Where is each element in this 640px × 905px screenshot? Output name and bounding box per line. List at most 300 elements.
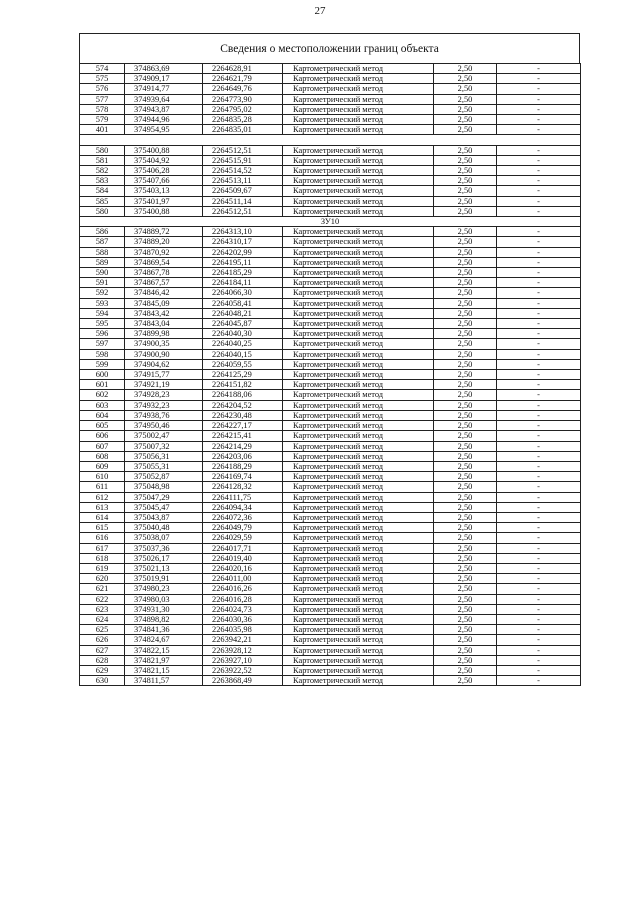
description-cell: - bbox=[497, 533, 581, 543]
coord-y-cell: 2264058,41 bbox=[203, 298, 283, 308]
table-row bbox=[80, 74, 581, 84]
description-cell: - bbox=[497, 482, 581, 492]
method-cell: Картометрический метод bbox=[283, 472, 434, 482]
point-number-cell: 594 bbox=[80, 308, 125, 318]
coord-y-cell: 2263868,49 bbox=[203, 676, 283, 686]
description-cell: - bbox=[497, 380, 581, 390]
method-cell: Картометрический метод bbox=[283, 502, 434, 512]
point-number-cell: 596 bbox=[80, 329, 125, 339]
point-number-cell: 626 bbox=[80, 635, 125, 645]
description-cell: - bbox=[497, 115, 581, 125]
accuracy-cell: 2,50 bbox=[434, 166, 497, 176]
description-cell: - bbox=[497, 176, 581, 186]
method-cell: Картометрический метод bbox=[283, 635, 434, 645]
coord-y-cell: 2264835,01 bbox=[203, 125, 283, 135]
method-cell: Картометрический метод bbox=[283, 104, 434, 114]
accuracy-cell: 2,50 bbox=[434, 410, 497, 420]
table-row bbox=[80, 339, 581, 349]
coord-y-cell: 2264512,51 bbox=[203, 145, 283, 155]
coord-y-cell: 2264072,36 bbox=[203, 512, 283, 522]
point-number-cell: 579 bbox=[80, 115, 125, 125]
description-cell: - bbox=[497, 645, 581, 655]
description-cell: - bbox=[497, 94, 581, 104]
table-row bbox=[80, 145, 581, 155]
method-cell: Картометрический метод bbox=[283, 298, 434, 308]
description-cell: - bbox=[497, 329, 581, 339]
coord-y-cell: 2264621,79 bbox=[203, 74, 283, 84]
coord-x-cell: 374909,17 bbox=[125, 74, 203, 84]
coord-x-cell: 374867,78 bbox=[125, 268, 203, 278]
point-number-cell: 627 bbox=[80, 645, 125, 655]
accuracy-cell: 2,50 bbox=[434, 370, 497, 380]
method-cell: Картометрический метод bbox=[283, 614, 434, 624]
coord-y-cell: 2264215,41 bbox=[203, 431, 283, 441]
coord-x-cell: 374915,77 bbox=[125, 370, 203, 380]
table-row bbox=[80, 614, 581, 624]
accuracy-cell: 2,50 bbox=[434, 288, 497, 298]
table-row bbox=[80, 319, 581, 329]
coord-x-cell: 374980,03 bbox=[125, 594, 203, 604]
coord-x-cell: 374870,92 bbox=[125, 247, 203, 257]
accuracy-cell: 2,50 bbox=[434, 461, 497, 471]
point-number-cell: 628 bbox=[80, 655, 125, 665]
table-row bbox=[80, 451, 581, 461]
coord-x-cell: 374845,09 bbox=[125, 298, 203, 308]
accuracy-cell: 2,50 bbox=[434, 227, 497, 237]
point-number-cell: 608 bbox=[80, 451, 125, 461]
table-row bbox=[80, 390, 581, 400]
description-cell: - bbox=[497, 145, 581, 155]
table-row bbox=[80, 441, 581, 451]
coord-y-cell: 2264059,55 bbox=[203, 359, 283, 369]
table-row bbox=[80, 257, 581, 267]
coord-y-cell: 2264313,10 bbox=[203, 227, 283, 237]
point-number-cell: 630 bbox=[80, 676, 125, 686]
coord-x-cell: 375407,66 bbox=[125, 176, 203, 186]
point-number-cell: 613 bbox=[80, 502, 125, 512]
accuracy-cell: 2,50 bbox=[434, 482, 497, 492]
method-cell: Картометрический метод bbox=[283, 421, 434, 431]
accuracy-cell: 2,50 bbox=[434, 594, 497, 604]
accuracy-cell: 2,50 bbox=[434, 186, 497, 196]
method-cell: Картометрический метод bbox=[283, 492, 434, 502]
method-cell: Картометрический метод bbox=[283, 84, 434, 94]
coord-y-cell: 2264040,25 bbox=[203, 339, 283, 349]
table-row bbox=[80, 594, 581, 604]
point-number-cell: 586 bbox=[80, 227, 125, 237]
description-cell: - bbox=[497, 574, 581, 584]
point-number-cell: 603 bbox=[80, 400, 125, 410]
description-cell: - bbox=[497, 614, 581, 624]
point-number-cell: 629 bbox=[80, 665, 125, 675]
coord-y-cell: 2264066,30 bbox=[203, 288, 283, 298]
coord-y-cell: 2264128,32 bbox=[203, 482, 283, 492]
coord-y-cell: 2264509,67 bbox=[203, 186, 283, 196]
method-cell: Картометрический метод bbox=[283, 655, 434, 665]
description-cell: - bbox=[497, 604, 581, 614]
table-row bbox=[80, 237, 581, 247]
accuracy-cell: 2,50 bbox=[434, 655, 497, 665]
description-cell: - bbox=[497, 227, 581, 237]
coord-x-cell: 374980,23 bbox=[125, 584, 203, 594]
method-cell: Картометрический метод bbox=[283, 390, 434, 400]
point-number-cell: 587 bbox=[80, 237, 125, 247]
accuracy-cell: 2,50 bbox=[434, 665, 497, 675]
method-cell: Картометрический метод bbox=[283, 370, 434, 380]
coord-x-cell: 374904,62 bbox=[125, 359, 203, 369]
point-number-cell: 625 bbox=[80, 625, 125, 635]
point-number-cell: 574 bbox=[80, 64, 125, 74]
coord-x-cell: 375404,92 bbox=[125, 155, 203, 165]
point-number-cell: 578 bbox=[80, 104, 125, 114]
point-number-cell: 607 bbox=[80, 441, 125, 451]
coord-x-cell: 374921,19 bbox=[125, 380, 203, 390]
accuracy-cell: 2,50 bbox=[434, 390, 497, 400]
method-cell: Картометрический метод bbox=[283, 349, 434, 359]
table-row bbox=[80, 288, 581, 298]
coord-x-cell: 375045,47 bbox=[125, 502, 203, 512]
accuracy-cell: 2,50 bbox=[434, 94, 497, 104]
description-cell: - bbox=[497, 523, 581, 533]
method-cell: Картометрический метод bbox=[283, 278, 434, 288]
coord-y-cell: 2264310,17 bbox=[203, 237, 283, 247]
accuracy-cell: 2,50 bbox=[434, 176, 497, 186]
method-cell: Картометрический метод bbox=[283, 461, 434, 471]
coord-x-cell: 374950,46 bbox=[125, 421, 203, 431]
point-number-cell: 624 bbox=[80, 614, 125, 624]
method-cell: Картометрический метод bbox=[283, 533, 434, 543]
description-cell: - bbox=[497, 553, 581, 563]
method-cell: Картометрический метод bbox=[283, 247, 434, 257]
coord-y-cell: 2264214,29 bbox=[203, 441, 283, 451]
table-row bbox=[80, 380, 581, 390]
description-cell: - bbox=[497, 64, 581, 74]
description-cell: - bbox=[497, 676, 581, 686]
accuracy-cell: 2,50 bbox=[434, 574, 497, 584]
table-row bbox=[80, 645, 581, 655]
accuracy-cell: 2,50 bbox=[434, 196, 497, 206]
coord-y-cell: 2264040,15 bbox=[203, 349, 283, 359]
description-cell: - bbox=[497, 186, 581, 196]
description-cell: - bbox=[497, 441, 581, 451]
point-number-cell: 585 bbox=[80, 196, 125, 206]
coord-x-cell: 374939,64 bbox=[125, 94, 203, 104]
accuracy-cell: 2,50 bbox=[434, 308, 497, 318]
description-cell: - bbox=[497, 461, 581, 471]
coord-x-cell: 375048,98 bbox=[125, 482, 203, 492]
description-cell: - bbox=[497, 421, 581, 431]
point-number-cell: 621 bbox=[80, 584, 125, 594]
coord-y-cell: 2264048,21 bbox=[203, 308, 283, 318]
accuracy-cell: 2,50 bbox=[434, 329, 497, 339]
coord-x-cell: 375400,88 bbox=[125, 145, 203, 155]
table-row bbox=[80, 502, 581, 512]
description-cell: - bbox=[497, 339, 581, 349]
coord-y-cell: 2264049,79 bbox=[203, 523, 283, 533]
table-row bbox=[80, 370, 581, 380]
coord-x-cell: 374811,57 bbox=[125, 676, 203, 686]
point-number-cell: 583 bbox=[80, 176, 125, 186]
accuracy-cell: 2,50 bbox=[434, 125, 497, 135]
coord-x-cell: 375043,87 bbox=[125, 512, 203, 522]
coord-x-cell: 374867,57 bbox=[125, 278, 203, 288]
table-row bbox=[80, 461, 581, 471]
method-cell: Картометрический метод bbox=[283, 574, 434, 584]
description-cell: - bbox=[497, 319, 581, 329]
description-cell: - bbox=[497, 635, 581, 645]
coord-y-cell: 2264184,11 bbox=[203, 278, 283, 288]
table-row bbox=[80, 94, 581, 104]
accuracy-cell: 2,50 bbox=[434, 676, 497, 686]
coord-x-cell: 375026,17 bbox=[125, 553, 203, 563]
table-row bbox=[80, 676, 581, 686]
method-cell: Картометрический метод bbox=[283, 319, 434, 329]
accuracy-cell: 2,50 bbox=[434, 84, 497, 94]
coord-y-cell: 2264203,06 bbox=[203, 451, 283, 461]
coord-x-cell: 375037,36 bbox=[125, 543, 203, 553]
method-cell: Картометрический метод bbox=[283, 94, 434, 104]
coord-y-cell: 2264030,36 bbox=[203, 614, 283, 624]
coord-y-cell: 2264016,26 bbox=[203, 584, 283, 594]
coord-x-cell: 375406,28 bbox=[125, 166, 203, 176]
method-cell: Картометрический метод bbox=[283, 288, 434, 298]
point-number-cell: 617 bbox=[80, 543, 125, 553]
method-cell: Картометрический метод bbox=[283, 308, 434, 318]
table-row bbox=[80, 523, 581, 533]
accuracy-cell: 2,50 bbox=[434, 104, 497, 114]
table-row bbox=[80, 472, 581, 482]
description-cell: - bbox=[497, 196, 581, 206]
accuracy-cell: 2,50 bbox=[434, 206, 497, 216]
coord-x-cell: 374898,82 bbox=[125, 614, 203, 624]
method-cell: Картометрический метод bbox=[283, 400, 434, 410]
coord-x-cell: 375056,31 bbox=[125, 451, 203, 461]
description-cell: - bbox=[497, 84, 581, 94]
description-cell: - bbox=[497, 237, 581, 247]
table-row bbox=[80, 543, 581, 553]
point-number-cell: 614 bbox=[80, 512, 125, 522]
coord-x-cell: 375038,07 bbox=[125, 533, 203, 543]
coord-y-cell: 2264230,48 bbox=[203, 410, 283, 420]
method-cell: Картометрический метод bbox=[283, 125, 434, 135]
coord-x-cell: 374931,30 bbox=[125, 604, 203, 614]
coord-y-cell: 2264515,91 bbox=[203, 155, 283, 165]
section-label: ЗУ10 bbox=[80, 217, 581, 227]
accuracy-cell: 2,50 bbox=[434, 441, 497, 451]
description-cell: - bbox=[497, 502, 581, 512]
coord-x-cell: 374843,04 bbox=[125, 319, 203, 329]
coord-y-cell: 2264188,06 bbox=[203, 390, 283, 400]
table-row bbox=[80, 482, 581, 492]
description-cell: - bbox=[497, 268, 581, 278]
point-number-cell: 619 bbox=[80, 563, 125, 573]
coord-y-cell: 2264017,71 bbox=[203, 543, 283, 553]
method-cell: Картометрический метод bbox=[283, 186, 434, 196]
accuracy-cell: 2,50 bbox=[434, 584, 497, 594]
accuracy-cell: 2,50 bbox=[434, 400, 497, 410]
method-cell: Картометрический метод bbox=[283, 206, 434, 216]
point-number-cell: 401 bbox=[80, 125, 125, 135]
table-row bbox=[80, 492, 581, 502]
accuracy-cell: 2,50 bbox=[434, 115, 497, 125]
coord-x-cell: 374889,72 bbox=[125, 227, 203, 237]
coord-y-cell: 2264020,16 bbox=[203, 563, 283, 573]
description-cell: - bbox=[497, 584, 581, 594]
coord-y-cell: 2264514,52 bbox=[203, 166, 283, 176]
method-cell: Картометрический метод bbox=[283, 431, 434, 441]
coord-y-cell: 2264204,52 bbox=[203, 400, 283, 410]
coord-x-cell: 374954,95 bbox=[125, 125, 203, 135]
coord-y-cell: 2264195,11 bbox=[203, 257, 283, 267]
table-row bbox=[80, 298, 581, 308]
accuracy-cell: 2,50 bbox=[434, 74, 497, 84]
table-row bbox=[80, 84, 581, 94]
point-number-cell: 620 bbox=[80, 574, 125, 584]
table-row bbox=[80, 563, 581, 573]
point-number-cell: 584 bbox=[80, 186, 125, 196]
description-cell: - bbox=[497, 410, 581, 420]
coord-x-cell: 375021,13 bbox=[125, 563, 203, 573]
accuracy-cell: 2,50 bbox=[434, 625, 497, 635]
table-row bbox=[80, 400, 581, 410]
table-row bbox=[80, 665, 581, 675]
table-row bbox=[80, 176, 581, 186]
point-number-cell: 615 bbox=[80, 523, 125, 533]
method-cell: Картометрический метод bbox=[283, 176, 434, 186]
method-cell: Картометрический метод bbox=[283, 410, 434, 420]
coord-x-cell: 374841,36 bbox=[125, 625, 203, 635]
coord-y-cell: 2264045,87 bbox=[203, 319, 283, 329]
description-cell: - bbox=[497, 472, 581, 482]
blank-separator-row bbox=[80, 135, 581, 145]
coord-y-cell: 2264035,98 bbox=[203, 625, 283, 635]
boundary-table-sheet bbox=[79, 33, 580, 686]
point-number-cell: 591 bbox=[80, 278, 125, 288]
table-row bbox=[80, 155, 581, 165]
method-cell: Картометрический метод bbox=[283, 665, 434, 675]
table-title: Сведения о местоположении границ объекта bbox=[79, 33, 580, 63]
accuracy-cell: 2,50 bbox=[434, 523, 497, 533]
coord-y-cell: 2264773,90 bbox=[203, 94, 283, 104]
accuracy-cell: 2,50 bbox=[434, 247, 497, 257]
accuracy-cell: 2,50 bbox=[434, 298, 497, 308]
description-cell: - bbox=[497, 278, 581, 288]
coord-y-cell: 2264151,82 bbox=[203, 380, 283, 390]
point-number-cell: 593 bbox=[80, 298, 125, 308]
description-cell: - bbox=[497, 206, 581, 216]
method-cell: Картометрический метод bbox=[283, 604, 434, 614]
coord-x-cell: 374821,15 bbox=[125, 665, 203, 675]
coord-x-cell: 374943,87 bbox=[125, 104, 203, 114]
table-row bbox=[80, 104, 581, 114]
coord-x-cell: 374889,20 bbox=[125, 237, 203, 247]
accuracy-cell: 2,50 bbox=[434, 421, 497, 431]
description-cell: - bbox=[497, 370, 581, 380]
table-row bbox=[80, 329, 581, 339]
coord-y-cell: 2263928,12 bbox=[203, 645, 283, 655]
point-number-cell: 575 bbox=[80, 74, 125, 84]
table-row bbox=[80, 553, 581, 563]
point-number-cell: 597 bbox=[80, 339, 125, 349]
table-row bbox=[80, 227, 581, 237]
method-cell: Картометрический метод bbox=[283, 115, 434, 125]
method-cell: Картометрический метод bbox=[283, 227, 434, 237]
point-number-cell: 580 bbox=[80, 206, 125, 216]
coord-x-cell: 374824,67 bbox=[125, 635, 203, 645]
accuracy-cell: 2,50 bbox=[434, 512, 497, 522]
table-row bbox=[80, 206, 581, 216]
coord-x-cell: 375403,13 bbox=[125, 186, 203, 196]
table-row bbox=[80, 268, 581, 278]
accuracy-cell: 2,50 bbox=[434, 553, 497, 563]
accuracy-cell: 2,50 bbox=[434, 543, 497, 553]
accuracy-cell: 2,50 bbox=[434, 563, 497, 573]
coord-y-cell: 2264029,59 bbox=[203, 533, 283, 543]
table-row bbox=[80, 604, 581, 614]
accuracy-cell: 2,50 bbox=[434, 257, 497, 267]
point-number-cell: 592 bbox=[80, 288, 125, 298]
coord-x-cell: 374899,98 bbox=[125, 329, 203, 339]
description-cell: - bbox=[497, 400, 581, 410]
table-row bbox=[80, 625, 581, 635]
description-cell: - bbox=[497, 563, 581, 573]
table-row bbox=[80, 115, 581, 125]
coordinates-table bbox=[79, 63, 581, 686]
accuracy-cell: 2,50 bbox=[434, 502, 497, 512]
method-cell: Картометрический метод bbox=[283, 441, 434, 451]
coord-y-cell: 2264628,91 bbox=[203, 64, 283, 74]
point-number-cell: 622 bbox=[80, 594, 125, 604]
method-cell: Картометрический метод bbox=[283, 237, 434, 247]
point-number-cell: 611 bbox=[80, 482, 125, 492]
table-row bbox=[80, 410, 581, 420]
coord-y-cell: 2264094,34 bbox=[203, 502, 283, 512]
point-number-cell: 618 bbox=[80, 553, 125, 563]
description-cell: - bbox=[497, 431, 581, 441]
table-row bbox=[80, 278, 581, 288]
description-cell: - bbox=[497, 257, 581, 267]
coord-y-cell: 2264835,28 bbox=[203, 115, 283, 125]
coord-y-cell: 2263927,10 bbox=[203, 655, 283, 665]
point-number-cell: 577 bbox=[80, 94, 125, 104]
coord-y-cell: 2264202,99 bbox=[203, 247, 283, 257]
coord-y-cell: 2263942,21 bbox=[203, 635, 283, 645]
coord-y-cell: 2264040,30 bbox=[203, 329, 283, 339]
coord-y-cell: 2264011,00 bbox=[203, 574, 283, 584]
method-cell: Картометрический метод bbox=[283, 584, 434, 594]
point-number-cell: 580 bbox=[80, 145, 125, 155]
coord-x-cell: 374843,42 bbox=[125, 308, 203, 318]
description-cell: - bbox=[497, 512, 581, 522]
accuracy-cell: 2,50 bbox=[434, 339, 497, 349]
coord-x-cell: 374928,23 bbox=[125, 390, 203, 400]
point-number-cell: 576 bbox=[80, 84, 125, 94]
accuracy-cell: 2,50 bbox=[434, 319, 497, 329]
description-cell: - bbox=[497, 298, 581, 308]
point-number-cell: 604 bbox=[80, 410, 125, 420]
table-row bbox=[80, 655, 581, 665]
coord-y-cell: 2264513,11 bbox=[203, 176, 283, 186]
coord-y-cell: 2264125,29 bbox=[203, 370, 283, 380]
coord-x-cell: 375002,47 bbox=[125, 431, 203, 441]
description-cell: - bbox=[497, 390, 581, 400]
method-cell: Картометрический метод bbox=[283, 74, 434, 84]
description-cell: - bbox=[497, 492, 581, 502]
point-number-cell: 606 bbox=[80, 431, 125, 441]
coord-x-cell: 374846,42 bbox=[125, 288, 203, 298]
blank-separator bbox=[80, 135, 581, 145]
method-cell: Картометрический метод bbox=[283, 451, 434, 461]
